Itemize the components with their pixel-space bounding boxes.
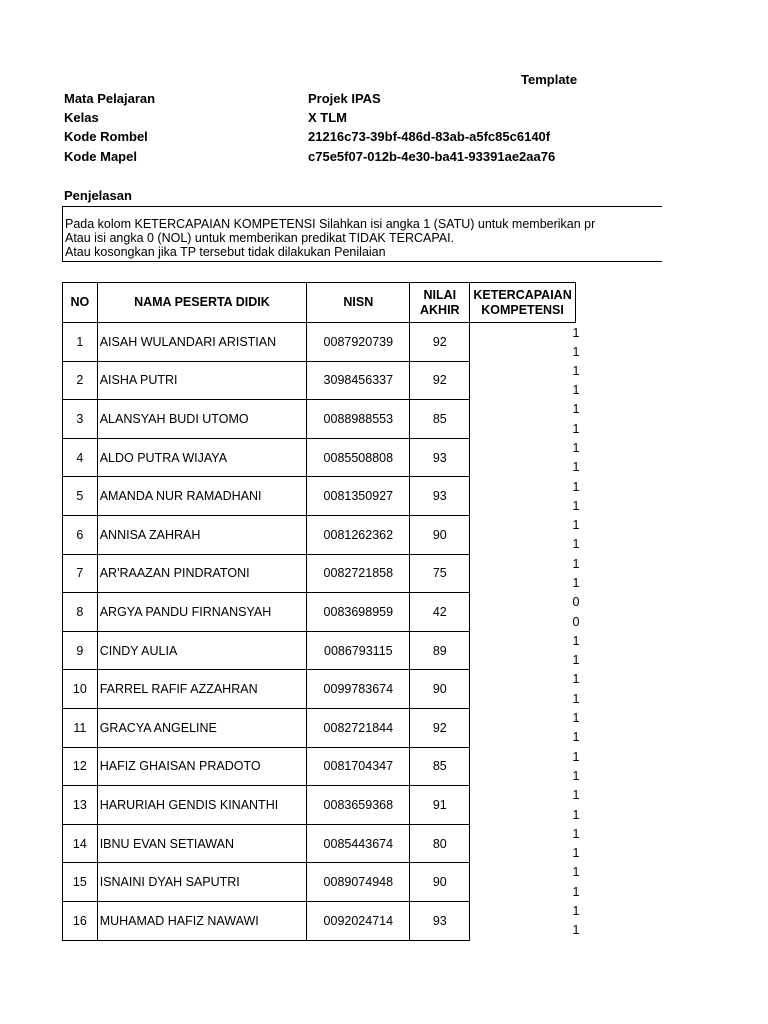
competency-values (573, 631, 580, 670)
competency-values (573, 670, 580, 709)
table-row (63, 593, 576, 632)
cell-competency[interactable] (470, 400, 580, 439)
cell-no[interactable]: 12 (63, 747, 98, 786)
explanation-title: Penjelasan (64, 188, 132, 203)
competency-value[interactable]: 1 (572, 325, 580, 340)
competency-values (573, 515, 580, 554)
cell-no[interactable]: 4 (63, 438, 98, 477)
cell-score[interactable]: 92 (410, 323, 470, 362)
cell-name[interactable]: AMANDA NUR RAMADHANI (97, 477, 306, 516)
cell-no[interactable]: 6 (63, 515, 98, 554)
competency-value[interactable]: 1 (572, 440, 580, 455)
cell-score[interactable]: 92 (410, 708, 470, 747)
competency-values (573, 554, 580, 593)
meta-value: Projek IPAS (308, 91, 381, 106)
competency-value[interactable]: 1 (572, 691, 580, 706)
cell-name[interactable]: MUHAMAD HAFIZ NAWAWI (97, 901, 306, 940)
competency-value[interactable]: 1 (572, 460, 580, 475)
meta-value: 21216c73-39bf-486d-83ab-a5fc85c6140f (308, 129, 551, 144)
cell-name[interactable]: CINDY AULIA (97, 631, 306, 670)
competency-values (573, 477, 580, 516)
table-body (63, 323, 580, 941)
competency-value[interactable]: 1 (572, 807, 580, 822)
table-row (63, 901, 576, 940)
cell-score[interactable]: 85 (410, 747, 470, 786)
table-row (63, 323, 576, 362)
cell-no[interactable]: 3 (63, 400, 98, 439)
cell-nisn[interactable]: 0081704347 (307, 747, 410, 786)
explanation-line: Atau isi angka 0 (NOL) untuk memberikan predikat TIDAK TERCAPAI. (65, 231, 455, 245)
cell-name[interactable]: ISNAINI DYAH SAPUTRI (97, 863, 306, 902)
cell-competency[interactable] (470, 477, 580, 516)
cell-score[interactable]: 92 (410, 361, 470, 400)
cell-score[interactable]: 89 (410, 631, 470, 670)
col-header-nisn: NISN (307, 283, 410, 323)
competency-value[interactable]: 0 (572, 595, 580, 610)
cell-nisn[interactable]: 0081262362 (307, 515, 410, 554)
cell-competency[interactable] (470, 786, 580, 825)
cell-name[interactable]: ALDO PUTRA WIJAYA (97, 438, 306, 477)
table-row (63, 631, 576, 670)
competency-value[interactable]: 1 (572, 730, 580, 745)
competency-value[interactable]: 1 (572, 923, 580, 938)
cell-no[interactable]: 16 (63, 901, 98, 940)
cell-no[interactable]: 5 (63, 477, 98, 516)
cell-name[interactable]: AISAH WULANDARI ARISTIAN (97, 323, 306, 362)
table-row (63, 477, 576, 516)
cell-score[interactable]: 93 (410, 438, 470, 477)
cell-competency[interactable] (470, 554, 580, 593)
competency-values (573, 323, 580, 361)
cell-nisn[interactable]: 0085508808 (307, 438, 410, 477)
competency-value[interactable]: 1 (572, 518, 580, 533)
cell-competency[interactable] (470, 863, 580, 902)
cell-nisn[interactable]: 3098456337 (307, 361, 410, 400)
cell-no[interactable]: 8 (63, 593, 98, 632)
competency-values (573, 747, 580, 786)
cell-no[interactable]: 15 (63, 863, 98, 902)
table-row (63, 863, 576, 902)
cell-nisn[interactable]: 0089074948 (307, 863, 410, 902)
competency-values (573, 400, 580, 439)
table-row (63, 786, 576, 825)
cell-name[interactable]: GRACYA ANGELINE (97, 708, 306, 747)
col-header-score (410, 283, 470, 323)
cell-nisn[interactable]: 0083659368 (307, 786, 410, 825)
competency-values (573, 824, 580, 863)
competency-value[interactable]: 1 (572, 383, 580, 398)
competency-value[interactable]: 1 (572, 846, 580, 861)
col-header-score-line2: AKHIR (419, 302, 460, 317)
cell-name[interactable]: IBNU EVAN SETIAWAN (97, 824, 306, 863)
cell-no[interactable]: 10 (63, 670, 98, 709)
template-title: Template (521, 72, 578, 87)
cell-competency[interactable] (470, 747, 580, 786)
meta-value: c75e5f07-012b-4e30-ba41-93391ae2aa76 (308, 149, 556, 164)
cell-score[interactable]: 80 (410, 824, 470, 863)
cell-nisn[interactable]: 0081350927 (307, 477, 410, 516)
cell-nisn[interactable]: 0085443674 (307, 824, 410, 863)
cell-name[interactable]: HAFIZ GHAISAN PRADOTO (97, 747, 306, 786)
meta-label: Mata Pelajaran (64, 91, 156, 106)
table-header-row (63, 283, 576, 323)
table-row (63, 824, 576, 863)
table-row (63, 554, 576, 593)
cell-name[interactable]: FARREL RAFIF AZZAHRAN (97, 670, 306, 709)
grades-table (62, 282, 580, 941)
competency-value[interactable]: 0 (572, 614, 580, 629)
competency-value[interactable]: 1 (572, 421, 580, 436)
competency-value[interactable]: 1 (572, 826, 580, 841)
cell-name[interactable]: ALANSYAH BUDI UTOMO (97, 400, 306, 439)
meta-label: Kode Mapel (64, 149, 137, 164)
competency-value[interactable]: 1 (572, 768, 580, 783)
competency-value[interactable]: 1 (572, 363, 580, 378)
cell-score[interactable]: 93 (410, 477, 470, 516)
cell-no[interactable]: 11 (63, 708, 98, 747)
cell-competency[interactable] (470, 515, 580, 554)
competency-value[interactable]: 1 (572, 344, 580, 359)
cell-score[interactable]: 42 (410, 593, 470, 632)
cell-no[interactable]: 1 (63, 323, 98, 362)
cell-score[interactable]: 75 (410, 554, 470, 593)
cell-name[interactable]: ANNISA ZAHRAH (97, 515, 306, 554)
meta-label: Kelas (64, 110, 99, 125)
cell-score[interactable]: 85 (410, 400, 470, 439)
cell-no[interactable]: 13 (63, 786, 98, 825)
cell-name[interactable]: HARURIAH GENDIS KINANTHI (97, 786, 306, 825)
cell-no[interactable]: 2 (63, 361, 98, 400)
table-row (63, 400, 576, 439)
competency-value[interactable]: 1 (572, 479, 580, 494)
competency-values (573, 863, 580, 902)
cell-score[interactable]: 93 (410, 901, 470, 940)
cell-competency[interactable] (470, 708, 580, 747)
competency-values (573, 786, 580, 825)
cell-name[interactable]: AR'RAAZAN PINDRATONI (97, 554, 306, 593)
competency-value[interactable]: 1 (572, 556, 580, 571)
cell-name[interactable]: AISHA PUTRI (97, 361, 306, 400)
competency-value[interactable]: 1 (572, 711, 580, 726)
competency-value[interactable]: 1 (572, 904, 580, 919)
table-row (63, 747, 576, 786)
cell-competency[interactable] (470, 670, 580, 709)
table-row (63, 361, 576, 400)
table-row (63, 438, 576, 477)
cell-score[interactable]: 90 (410, 670, 470, 709)
meta-label: Kode Rombel (64, 129, 148, 144)
col-header-comp-line1: KETERCAPAIAN (473, 287, 572, 302)
competency-values (573, 901, 580, 940)
cell-competency[interactable] (470, 824, 580, 863)
cell-nisn[interactable]: 0086793115 (307, 631, 410, 670)
col-header-score-line1: NILAI (423, 287, 457, 302)
cell-nisn[interactable]: 0082721858 (307, 554, 410, 593)
competency-values (573, 708, 580, 747)
competency-value[interactable]: 1 (572, 653, 580, 668)
cell-competency[interactable] (470, 361, 580, 400)
competency-values (573, 438, 580, 477)
cell-nisn[interactable]: 0083698959 (307, 593, 410, 632)
cell-no[interactable]: 14 (63, 824, 98, 863)
col-header-name: NAMA PESERTA DIDIK (97, 283, 306, 323)
cell-no[interactable]: 9 (63, 631, 98, 670)
cell-nisn[interactable]: 0088988553 (307, 400, 410, 439)
cell-competency[interactable] (470, 901, 580, 940)
cell-nisn[interactable]: 0099783674 (307, 670, 410, 709)
explanation-box (62, 206, 662, 262)
explanation-line: Pada kolom KETERCAPAIAN KOMPETENSI Silahkan isi angka 1 (SATU) untuk memberikan pr (65, 217, 596, 231)
competency-value[interactable]: 1 (572, 633, 580, 648)
cell-score[interactable]: 90 (410, 863, 470, 902)
cell-no[interactable]: 7 (63, 554, 98, 593)
meta-value: X TLM (308, 110, 347, 125)
cell-nisn[interactable]: 0092024714 (307, 901, 410, 940)
cell-competency[interactable] (470, 438, 580, 477)
competency-value[interactable]: 1 (572, 537, 580, 552)
cell-score[interactable]: 90 (410, 515, 470, 554)
cell-competency[interactable] (470, 631, 580, 670)
col-header-competency (470, 283, 576, 323)
competency-value[interactable]: 1 (572, 865, 580, 880)
competency-value[interactable]: 1 (572, 672, 580, 687)
cell-score[interactable]: 91 (410, 786, 470, 825)
cell-name[interactable]: ARGYA PANDU FIRNANSYAH (97, 593, 306, 632)
table-row (63, 670, 576, 709)
cell-competency[interactable] (470, 323, 580, 362)
competency-value[interactable]: 1 (572, 788, 580, 803)
table-row (63, 708, 576, 747)
competency-value[interactable]: 1 (572, 749, 580, 764)
col-header-comp-line2: KOMPETENSI (481, 302, 564, 317)
explanation-line: Atau kosongkan jika TP tersebut tidak dilakukan Penilaian (65, 245, 386, 259)
col-header-no: NO (63, 283, 98, 323)
competency-value[interactable]: 1 (572, 402, 580, 417)
competency-value[interactable]: 1 (572, 576, 580, 590)
competency-value[interactable]: 1 (572, 498, 580, 513)
cell-nisn[interactable]: 0082721844 (307, 708, 410, 747)
table-row (63, 515, 576, 554)
competency-values (573, 593, 580, 632)
cell-nisn[interactable]: 0087920739 (307, 323, 410, 362)
competency-values (573, 361, 580, 400)
cell-competency[interactable] (470, 593, 580, 632)
competency-value[interactable]: 1 (572, 884, 580, 899)
